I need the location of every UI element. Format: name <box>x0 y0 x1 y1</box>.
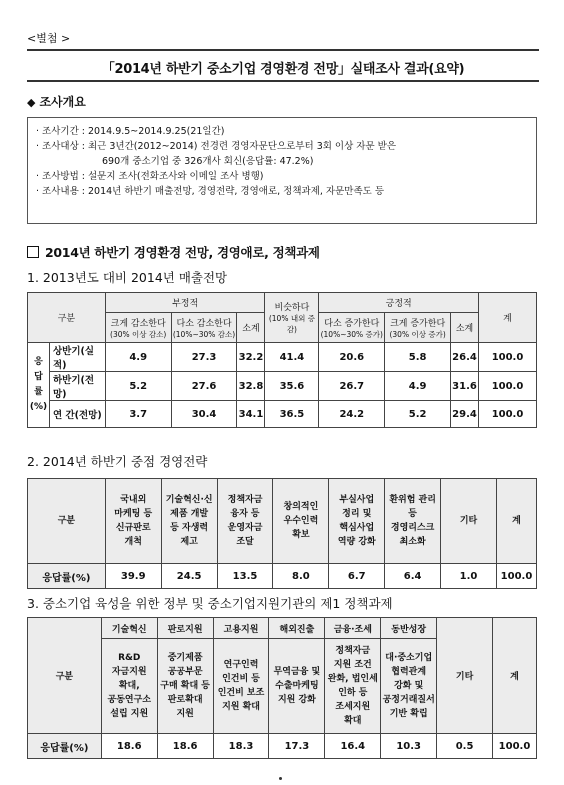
column-header-line: 인하 등 <box>338 688 368 698</box>
row-label: 상반기(실적) <box>49 343 105 372</box>
top-rule <box>27 49 539 51</box>
neg-col-2 <box>171 313 237 343</box>
column-header-line: 공정거래질서 <box>382 695 435 705</box>
policy-table <box>27 617 537 759</box>
column-header-line: 경영리스크 <box>390 523 435 533</box>
column-header-line: 신규판로 <box>115 523 151 533</box>
bullet-dot-icon: · <box>36 186 43 197</box>
table-cell: 100.0 <box>493 734 537 759</box>
table-cell: 41.4 <box>265 343 319 372</box>
table3-heading: 3. 중소기업 육성을 위한 정부 및 중소기업지원기관의 제1 정책과제 <box>27 596 393 611</box>
column-header-line: 마케팅 등 <box>114 509 153 519</box>
table-cell: 3.7 <box>105 401 171 428</box>
side-label-char: (%) <box>29 402 48 412</box>
table-cell: 39.9 <box>105 564 161 589</box>
column-header-line: 중기제품 <box>167 653 203 663</box>
column-header-line: 등 자생력 <box>170 523 209 533</box>
column-header <box>157 639 213 734</box>
checkbox-square-icon <box>27 246 39 258</box>
category-header: 금융·조세 <box>325 618 381 639</box>
column-header <box>273 479 329 564</box>
column-header-line: 기술혁신·신 <box>165 495 213 505</box>
table1-heading: 1. 2013년도 대비 2014년 매출전망 <box>27 270 228 285</box>
column-header-line: 지원 <box>176 709 194 719</box>
column-header-line: 지원 조건 <box>333 660 372 670</box>
category-header: 동반성장 <box>381 618 437 639</box>
column-header-line: 강화 및 <box>394 681 424 691</box>
neg-col-2-sub: (10%~30% 감소) <box>172 329 236 339</box>
table-cell: 100.0 <box>496 564 536 589</box>
table2-heading: 2. 2014년 하반기 중점 경영전략 <box>27 454 208 469</box>
column-header-line: 융자 등 <box>230 509 260 519</box>
other-header: 기타 <box>437 618 493 734</box>
column-header-line: 기타 <box>459 516 478 526</box>
column-header-line: 등 <box>408 509 417 519</box>
table2-group-header: 구분 <box>28 479 106 564</box>
column-header-line: 확보 <box>292 530 310 540</box>
table-cell: 1.0 <box>441 564 497 589</box>
pos-col-2-sub: (30% 이상 증가) <box>389 329 446 339</box>
table-cell: 31.6 <box>451 372 479 401</box>
table-cell: 5.2 <box>105 372 171 401</box>
table-cell: 35.6 <box>265 372 319 401</box>
column-header-line: 조달 <box>236 537 254 547</box>
column-header <box>329 479 385 564</box>
table-cell: 6.7 <box>329 564 385 589</box>
overview-line <box>36 154 528 169</box>
column-header-line: 확대 <box>344 716 362 726</box>
overview-text: : 설문지 조사(전화조사와 이메일 조사 병행) <box>78 171 264 182</box>
column-header <box>496 479 536 564</box>
table3-group-header: 구분 <box>28 618 102 734</box>
column-header <box>381 639 437 734</box>
section-heading <box>27 243 320 261</box>
column-header-line: 인건비 등 <box>222 674 260 684</box>
column-header-line: 공공부문 <box>167 667 203 677</box>
negative-group-header: 부정적 <box>105 293 265 313</box>
table-cell: 18.3 <box>213 734 269 759</box>
table-cell: 17.3 <box>269 734 325 759</box>
column-header-line: 설립 지원 <box>110 709 149 719</box>
neg-col-1-label: 크게 감소한다 <box>110 318 166 329</box>
pos-col-1 <box>319 313 385 343</box>
table-cell: 26.7 <box>319 372 385 401</box>
attachment-label: <별첨 > <box>27 32 71 45</box>
neutral-sub: (10% 내외 증감) <box>268 314 315 334</box>
column-header <box>101 639 157 734</box>
column-header-line: 완화, 법인세 <box>327 674 378 684</box>
diamond-bullet-icon: ◆ <box>27 96 36 109</box>
table-row <box>28 372 537 401</box>
table-cell: 36.5 <box>265 401 319 428</box>
column-header-line: 역량 강화 <box>337 537 376 547</box>
pos-col-2 <box>385 313 451 343</box>
neg-subtotal-header: 소계 <box>237 313 265 343</box>
column-header-line: 연구인력 <box>223 660 259 670</box>
side-label <box>28 343 50 428</box>
column-header <box>385 479 441 564</box>
pos-col-1-sub: (10%~30% 증가) <box>320 329 383 339</box>
overview-line <box>36 184 528 199</box>
row-label: 응답률(%) <box>28 734 102 759</box>
side-label-char: 답 <box>34 372 43 382</box>
table-cell: 8.0 <box>273 564 329 589</box>
overview-label: 조사대상 <box>42 141 79 152</box>
overview-line <box>36 124 528 139</box>
overview-box <box>27 117 537 224</box>
column-header-line: 확대, <box>118 681 140 691</box>
column-header-line: 자금지원 <box>111 667 147 677</box>
column-header-line: 공동연구소 <box>107 695 151 705</box>
table-cell: 4.9 <box>385 372 451 401</box>
bullet-dot-icon: · <box>36 126 43 137</box>
side-label-char: 률 <box>34 387 43 397</box>
neg-col-1-sub: (30% 이상 감소) <box>110 329 167 339</box>
side-label-char: 응 <box>34 357 43 367</box>
row-label: 연 간(전망) <box>49 401 105 428</box>
column-header-line: 협력관계 <box>391 667 427 677</box>
table-cell: 27.3 <box>171 343 237 372</box>
column-header-line: 운영자금 <box>227 523 263 533</box>
column-header-line: 무역금융 및 <box>273 667 321 677</box>
bottom-rule <box>27 80 539 82</box>
total-header: 계 <box>479 293 537 343</box>
table-cell: 100.0 <box>479 372 537 401</box>
table-cell: 5.8 <box>385 343 451 372</box>
table-cell: 100.0 <box>479 343 537 372</box>
table-row <box>28 343 537 372</box>
column-header-line: 판로확대 <box>167 695 203 705</box>
column-header <box>269 639 325 734</box>
column-header-line: 계 <box>512 516 521 526</box>
table-cell: 20.6 <box>319 343 385 372</box>
table-cell: 100.0 <box>479 401 537 428</box>
strategy-table <box>27 478 537 589</box>
column-header <box>217 479 273 564</box>
category-header: 판로지원 <box>157 618 213 639</box>
overview-text: : 2014.9.5~2014.9.25(21일간) <box>78 126 225 137</box>
column-header-line: 기반 확립 <box>389 709 428 719</box>
column-header-line: 제고 <box>180 537 198 547</box>
overview-label: 조사방법 <box>42 171 79 182</box>
overview-text: : 2014년 하반기 매출전망, 경영전략, 경영애로, 정책과제, 자문만족도 등 <box>78 186 385 197</box>
pos-col-1-label: 다소 증가한다 <box>324 318 380 329</box>
column-header-line: 부실사업 <box>339 495 375 505</box>
column-header-line: 대·중소기업 <box>385 653 433 663</box>
table-cell: 34.1 <box>237 401 265 428</box>
column-header-line: 우수인력 <box>283 516 319 526</box>
category-header: 해외진출 <box>269 618 325 639</box>
table-row <box>28 401 537 428</box>
section-heading-text: 2014년 하반기 경영환경 전망, 경영애로, 정책과제 <box>45 245 320 260</box>
neg-col-1 <box>105 313 171 343</box>
column-header-line: 최소화 <box>399 537 426 547</box>
column-header <box>441 479 497 564</box>
table-cell: 5.2 <box>385 401 451 428</box>
row-label: 응답률(%) <box>28 564 106 589</box>
table-cell: 29.4 <box>451 401 479 428</box>
overview-label: 조사내용 <box>42 186 79 197</box>
table-cell: 32.8 <box>237 372 265 401</box>
table-cell: 32.2 <box>237 343 265 372</box>
table-cell: 24.5 <box>161 564 217 589</box>
overview-text: 690개 중소기업 중 326개사 회신(응답률: 47.2%) <box>102 156 314 167</box>
category-header: 고용지원 <box>213 618 269 639</box>
column-header-line: 지원 확대 <box>222 702 260 712</box>
column-header <box>213 639 269 734</box>
table-cell: 13.5 <box>217 564 273 589</box>
overview-text: : 최근 3년간(2012~2014) 전경련 경영자문단으로부터 3회 이상 자문 받은 <box>78 141 397 152</box>
positive-group-header: 긍정적 <box>319 293 479 313</box>
table-cell: 10.3 <box>381 734 437 759</box>
pos-col-2-label: 크게 증가한다 <box>390 318 446 329</box>
column-header-line: R&D <box>118 653 141 663</box>
overview-label: 조사기간 <box>42 126 79 137</box>
column-header-line: 정리 및 <box>342 509 372 519</box>
overview-line <box>36 139 528 154</box>
table-cell: 0.5 <box>437 734 493 759</box>
column-header-line: 구매 확대 등 <box>160 681 210 691</box>
column-header-line: 조세지원 <box>335 702 371 712</box>
overview-heading-text: 조사개요 <box>39 95 86 109</box>
column-header-line: 국내외 <box>120 495 147 505</box>
table-cell: 4.9 <box>105 343 171 372</box>
table-cell: 26.4 <box>451 343 479 372</box>
category-header: 기술혁신 <box>101 618 157 639</box>
table-cell: 30.4 <box>171 401 237 428</box>
table-cell: 18.6 <box>157 734 213 759</box>
column-header <box>161 479 217 564</box>
table-cell: 24.2 <box>319 401 385 428</box>
column-header-line: 정책자금 <box>335 646 371 656</box>
neutral-label: 비슷하다 <box>274 303 310 313</box>
column-header <box>105 479 161 564</box>
total-header: 계 <box>493 618 537 734</box>
column-header-line: 창의적인 <box>283 502 319 512</box>
column-header-line: 지원 강화 <box>277 695 316 705</box>
neutral-header <box>265 293 319 343</box>
sales-outlook-table <box>27 292 537 428</box>
overview-line <box>36 169 528 184</box>
pos-subtotal-header: 소계 <box>451 313 479 343</box>
document-title: 「2014년 하반기 중소기업 경영환경 전망」실태조사 결과(요약) <box>101 62 465 77</box>
row-label: 하반기(전망) <box>49 372 105 401</box>
column-header-line: 환위험 관리 <box>389 495 436 505</box>
overview-heading <box>27 93 86 110</box>
table-cell: 27.6 <box>171 372 237 401</box>
neg-col-2-label: 다소 감소한다 <box>176 318 232 329</box>
table-cell: 16.4 <box>325 734 381 759</box>
table1-group-header: 구분 <box>28 293 106 343</box>
column-header-line: 정책자금 <box>227 495 263 505</box>
column-header-line: 인건비 보조 <box>217 688 265 698</box>
table-cell: 18.6 <box>101 734 157 759</box>
column-header-line: 제품 개발 <box>170 509 209 519</box>
table-cell: 6.4 <box>385 564 441 589</box>
column-header <box>325 639 381 734</box>
page-dot <box>279 777 282 780</box>
column-header-line: 수출마케팅 <box>275 681 319 691</box>
bullet-dot-icon: · <box>36 141 43 152</box>
column-header-line: 개척 <box>124 537 142 547</box>
bullet-dot-icon: · <box>36 171 43 182</box>
column-header-line: 핵심사업 <box>339 523 375 533</box>
